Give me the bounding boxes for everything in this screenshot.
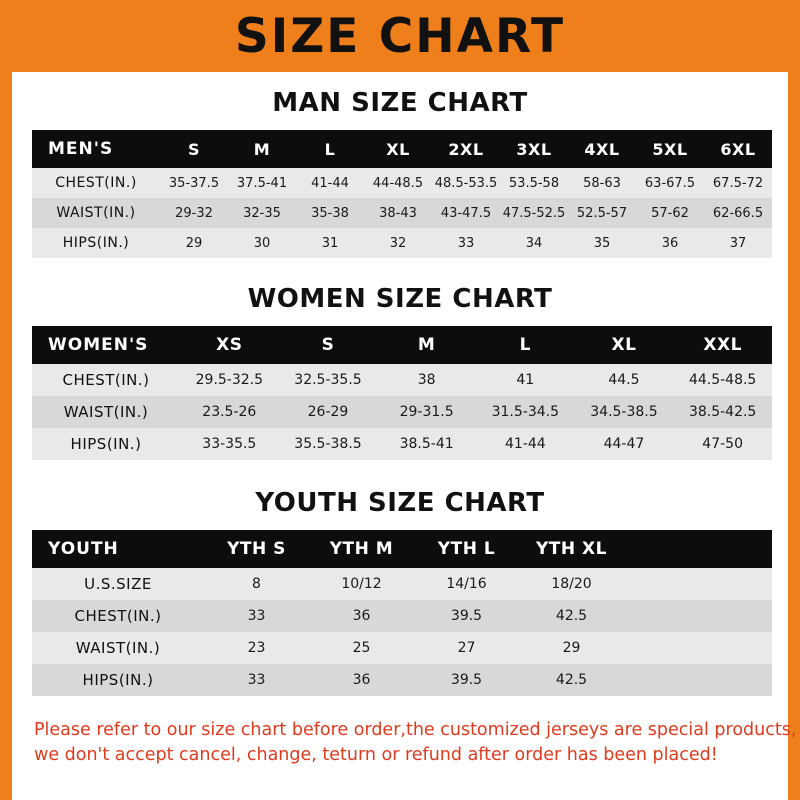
men-cell: 36 [661, 235, 679, 251]
men-section-title: MAN SIZE CHART [272, 88, 528, 118]
youth-cell: 36 [352, 608, 371, 624]
women-table-header-row [32, 326, 772, 364]
table-row [32, 428, 772, 460]
men-row-label: HIPS(IN.) [62, 235, 130, 251]
women-cell: 38.5-41 [399, 436, 454, 452]
women-cell: 29-31.5 [399, 404, 454, 420]
youth-cell: 36 [352, 672, 371, 688]
table-row [32, 664, 772, 696]
women-section-title: WOMEN SIZE CHART [247, 284, 553, 314]
men-cell: 32 [389, 235, 407, 251]
youth-row-label: HIPS(IN.) [82, 671, 154, 689]
banner [0, 0, 800, 72]
women-cell: 31.5-34.5 [491, 404, 559, 420]
women-cell: 33-35.5 [202, 436, 257, 452]
women-col-header: XL [611, 335, 637, 355]
men-cell: 31 [321, 235, 339, 251]
youth-section-title: YOUTH SIZE CHART [255, 488, 545, 518]
youth-cell: 25 [352, 640, 371, 656]
youth-row-label: WAIST(IN.) [75, 639, 161, 657]
footer-note-line-1: Please refer to our size chart before order,the customized jerseys are special products, [34, 720, 797, 740]
men-col-header: L [324, 139, 336, 159]
men-cell: 35-37.5 [168, 175, 220, 191]
youth-corner-label: YOUTH [48, 539, 119, 559]
women-col-header: M [417, 335, 436, 355]
youth-row-label: CHEST(IN.) [74, 607, 162, 625]
women-corner-label: WOMEN'S [48, 335, 149, 355]
youth-cell: 8 [252, 576, 261, 592]
table-row [32, 600, 772, 632]
women-row-label: WAIST(IN.) [63, 403, 149, 421]
women-cell: 35.5-38.5 [294, 436, 362, 452]
women-cell: 26-29 [307, 404, 349, 420]
women-cell: 44.5 [608, 372, 640, 388]
page-title: SIZE CHART [234, 8, 566, 64]
women-cell: 44-47 [603, 436, 645, 452]
youth-cell-spacer [624, 568, 772, 600]
men-cell: 52.5-57 [576, 205, 628, 221]
women-col-header: XXL [703, 335, 742, 355]
women-size-table [32, 326, 772, 460]
women-cell: 23.5-26 [202, 404, 257, 420]
men-cell: 35-38 [311, 205, 349, 221]
men-cell: 48.5-53.5 [434, 175, 498, 191]
youth-size-table [32, 530, 772, 696]
women-col-header: XS [216, 335, 243, 355]
men-cell: 29 [185, 235, 203, 251]
youth-cell-spacer [624, 600, 772, 632]
men-cell: 41-44 [311, 175, 349, 191]
women-row-label: HIPS(IN.) [70, 435, 142, 453]
youth-col-header: YTH M [329, 539, 394, 559]
men-cell: 37 [729, 235, 747, 251]
men-cell: 47.5-52.5 [502, 205, 566, 221]
youth-col-header: YTH XL [536, 539, 607, 559]
youth-cell: 39.5 [450, 608, 483, 624]
youth-cell: 29 [562, 640, 581, 656]
men-cell: 30 [253, 235, 271, 251]
men-cell: 57-62 [651, 205, 689, 221]
men-col-header: 3XL [516, 139, 552, 159]
women-row-label: CHEST(IN.) [62, 371, 150, 389]
men-cell: 43-47.5 [440, 205, 492, 221]
men-cell: 32-35 [243, 205, 281, 221]
men-col-header: 5XL [652, 139, 688, 159]
table-row [32, 364, 772, 396]
men-col-header: M [253, 139, 271, 159]
women-col-header: S [321, 335, 335, 355]
men-size-table [32, 130, 772, 258]
women-col-header: L [519, 335, 531, 355]
footer-note [34, 718, 797, 769]
men-cell: 44-48.5 [372, 175, 424, 191]
women-cell: 29.5-32.5 [195, 372, 264, 388]
women-cell: 41-44 [504, 436, 546, 452]
men-col-header: 4XL [584, 139, 620, 159]
women-cell: 34.5-38.5 [590, 404, 658, 420]
men-cell: 62-66.5 [712, 205, 764, 221]
youth-section [12, 488, 788, 696]
men-col-header: 6XL [720, 139, 756, 159]
men-row-label: CHEST(IN.) [55, 175, 137, 191]
table-row [32, 228, 772, 258]
table-row [32, 168, 772, 198]
youth-cell: 42.5 [555, 608, 588, 624]
men-cell: 67.5-72 [712, 175, 764, 191]
footer-note-line-2: we don't accept cancel, change, teturn or refund after order has been placed! [34, 745, 718, 766]
men-col-header: S [187, 139, 201, 159]
women-cell: 38.5-42.5 [688, 404, 757, 420]
men-table-header-row [32, 130, 772, 168]
youth-cell: 33 [247, 672, 266, 688]
men-cell: 38-43 [379, 205, 417, 221]
men-col-header: 2XL [448, 139, 484, 159]
men-cell: 35 [593, 235, 611, 251]
women-cell: 32.5-35.5 [294, 372, 362, 388]
women-cell: 44.5-48.5 [688, 372, 757, 388]
table-row [32, 198, 772, 228]
youth-cell: 27 [457, 640, 476, 656]
table-row [32, 632, 772, 664]
women-cell: 47-50 [702, 436, 743, 452]
youth-cell: 42.5 [555, 672, 588, 688]
men-cell: 63-67.5 [644, 175, 696, 191]
youth-table-header-row [32, 530, 772, 568]
men-cell: 58-63 [583, 175, 621, 191]
men-cell: 34 [525, 235, 543, 251]
youth-cell: 10/12 [341, 576, 382, 592]
table-row [32, 568, 772, 600]
youth-cell-spacer [624, 664, 772, 696]
men-col-header: XL [386, 139, 410, 159]
youth-header-spacer [624, 530, 772, 568]
youth-cell: 14/16 [446, 576, 487, 592]
women-section [12, 284, 788, 460]
women-cell: 41 [516, 372, 535, 388]
men-cell: 37.5-41 [236, 175, 288, 191]
men-corner-label: MEN'S [48, 139, 114, 159]
men-cell: 29-32 [175, 205, 213, 221]
youth-row-label: U.S.SIZE [84, 575, 152, 593]
youth-col-header: YTH L [437, 539, 496, 559]
men-cell: 33 [457, 235, 475, 251]
youth-cell: 18/20 [551, 576, 592, 592]
men-section [12, 88, 788, 258]
table-row [32, 396, 772, 428]
men-row-label: WAIST(IN.) [56, 205, 136, 221]
youth-cell: 39.5 [450, 672, 483, 688]
youth-cell-spacer [624, 632, 772, 664]
youth-col-header: YTH S [227, 539, 286, 559]
youth-cell: 23 [247, 640, 266, 656]
women-cell: 38 [417, 372, 436, 388]
youth-cell: 33 [247, 608, 266, 624]
men-cell: 53.5-58 [508, 175, 560, 191]
